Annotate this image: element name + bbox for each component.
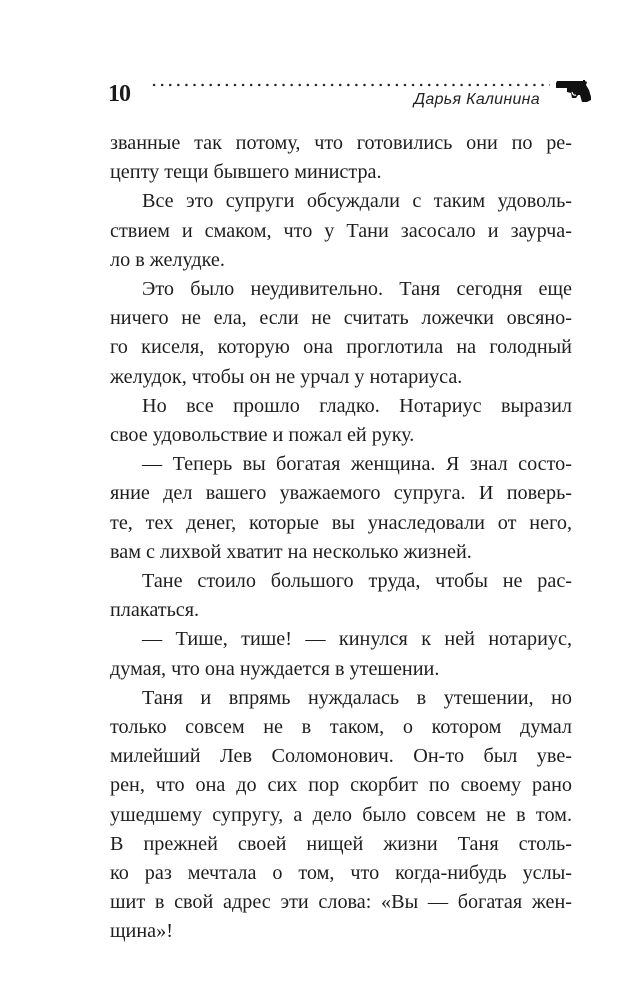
text-line: — Тише, тише! — кинулся к ней нотариус, [142,628,572,651]
paragraph [110,129,572,187]
text-line: шит в свой адрес эти слова: «Вы — богатая жен- [110,891,572,914]
text-line: Но все прошло гладко. Нотариус выразил [142,394,572,417]
text-line: ушедшему супругу, а дело было совсем не в том. [110,803,572,826]
text-line: ло в желудке. [110,248,225,271]
text-line: думая, что она нуждается в утешении. [110,657,440,680]
text-line: щина»! [110,920,173,943]
text-line: цепту тещи бывшего министра. [110,161,382,184]
paragraph [110,187,572,275]
text-line: рен, что она до сих пор скорбит по своему рано [110,774,572,797]
running-header [108,80,592,116]
text-line: ствием и смаком, что у Тани засосало и заурча- [110,219,572,242]
text-line: свое удовольствие и пожал ей руку. [110,424,415,447]
text-line: Тане стоило большого труда, чтобы не рас- [142,570,572,593]
paragraph [110,275,572,392]
text-line: яние дел вашего уважаемого супруга. И поверь- [110,482,572,505]
text-line: — Теперь вы богатая женщина. Я знал состо- [142,453,572,476]
page-number: 10 [108,81,130,107]
text-line: званные так потому, что готовились они по ре- [110,132,572,154]
text-line: Все это супруги обсуждали с таким удоволь- [142,190,572,213]
text-line: только совсем не в таком, о котором думал [110,716,572,739]
text-line: Таня и впрямь нуждалась в утешении, но [142,686,572,709]
paragraph [110,450,572,567]
text-line: плакаться. [110,599,200,622]
text-line: В прежней своей нищей жизни Таня столь- [110,832,572,855]
text-line: го киселя, которую она проглотила на голодный [110,336,572,359]
author-name: Дарья Калинина [413,91,540,108]
text-line: ничего не ела, если не считать ложечки овсяно- [110,307,572,330]
text-line: те, тех денег, которые вы унаследовали от него, [110,511,572,534]
page-body [110,129,572,947]
paragraph [110,684,572,947]
text-line: милейший Лев Соломонович. Он-то был уве- [110,745,572,768]
paragraph [110,567,572,625]
paragraph [110,392,572,450]
revolver-icon [556,80,592,106]
text-line: ко раз мечтала о том, что когда-нибудь услы- [110,862,572,885]
text-line: желудок, чтобы он не урчал у нотариуса. [110,365,463,388]
text-line: Это было неудивительно. Таня сегодня еще [142,278,572,301]
text-line: вам с лихвой хватит на несколько жизней. [110,540,472,563]
paragraph [110,625,572,683]
dotted-rule [150,81,550,89]
